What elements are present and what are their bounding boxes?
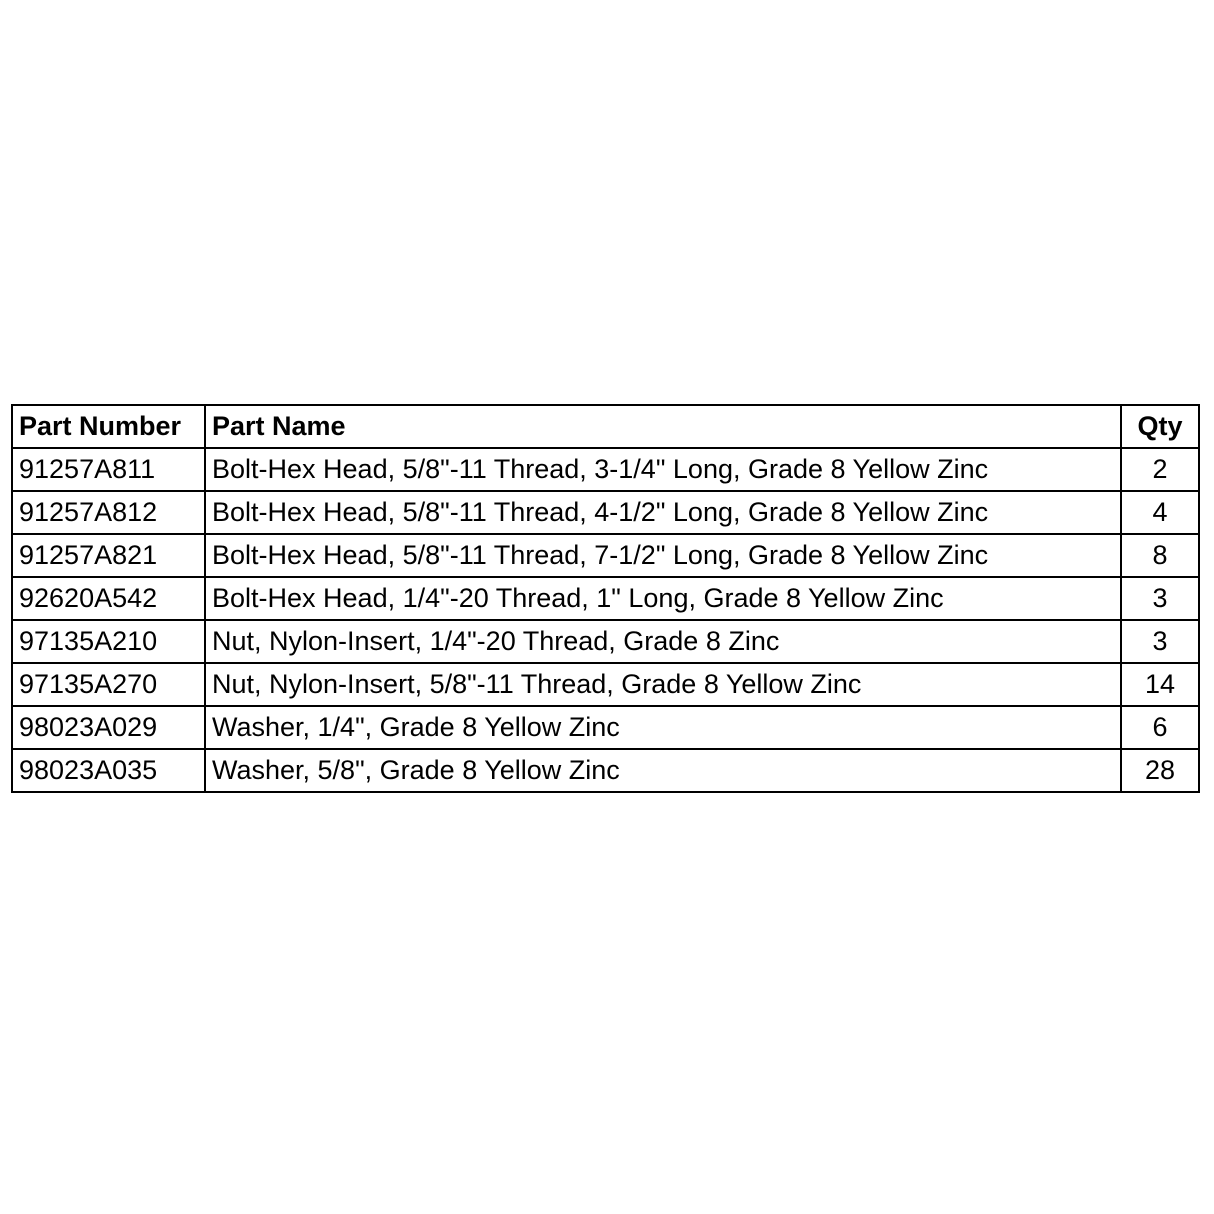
header-qty: Qty (1121, 405, 1199, 448)
table-row (12, 620, 1199, 663)
table-row (12, 706, 1199, 749)
cell-part-number: 97135A210 (12, 620, 205, 663)
cell-part-name: Nut, Nylon-Insert, 1/4"-20 Thread, Grade 8 Zinc (205, 620, 1121, 663)
table-row (12, 534, 1199, 577)
cell-qty: 2 (1121, 448, 1199, 491)
table-row (12, 663, 1199, 706)
cell-part-number: 92620A542 (12, 577, 205, 620)
cell-qty: 6 (1121, 706, 1199, 749)
cell-part-name: Bolt-Hex Head, 1/4"-20 Thread, 1" Long, Grade 8 Yellow Zinc (205, 577, 1121, 620)
header-part-number: Part Number (12, 405, 205, 448)
cell-qty: 8 (1121, 534, 1199, 577)
cell-part-name: Washer, 1/4", Grade 8 Yellow Zinc (205, 706, 1121, 749)
cell-qty: 4 (1121, 491, 1199, 534)
cell-qty: 3 (1121, 577, 1199, 620)
table-row (12, 491, 1199, 534)
cell-part-name: Bolt-Hex Head, 5/8"-11 Thread, 7-1/2" Long, Grade 8 Yellow Zinc (205, 534, 1121, 577)
table-header (12, 405, 1199, 448)
cell-part-number: 91257A821 (12, 534, 205, 577)
header-part-name: Part Name (205, 405, 1121, 448)
table-row (12, 448, 1199, 491)
cell-part-number: 91257A812 (12, 491, 205, 534)
table-body (12, 448, 1199, 792)
cell-qty: 28 (1121, 749, 1199, 792)
cell-part-number: 97135A270 (12, 663, 205, 706)
cell-qty: 14 (1121, 663, 1199, 706)
cell-part-name: Bolt-Hex Head, 5/8"-11 Thread, 4-1/2" Long, Grade 8 Yellow Zinc (205, 491, 1121, 534)
cell-part-name: Nut, Nylon-Insert, 5/8"-11 Thread, Grade 8 Yellow Zinc (205, 663, 1121, 706)
parts-table (11, 404, 1200, 793)
table-row (12, 749, 1199, 792)
table-row (12, 577, 1199, 620)
cell-qty: 3 (1121, 620, 1199, 663)
cell-part-name: Bolt-Hex Head, 5/8"-11 Thread, 3-1/4" Long, Grade 8 Yellow Zinc (205, 448, 1121, 491)
cell-part-number: 98023A029 (12, 706, 205, 749)
cell-part-name: Washer, 5/8", Grade 8 Yellow Zinc (205, 749, 1121, 792)
cell-part-number: 98023A035 (12, 749, 205, 792)
header-row (12, 405, 1199, 448)
cell-part-number: 91257A811 (12, 448, 205, 491)
